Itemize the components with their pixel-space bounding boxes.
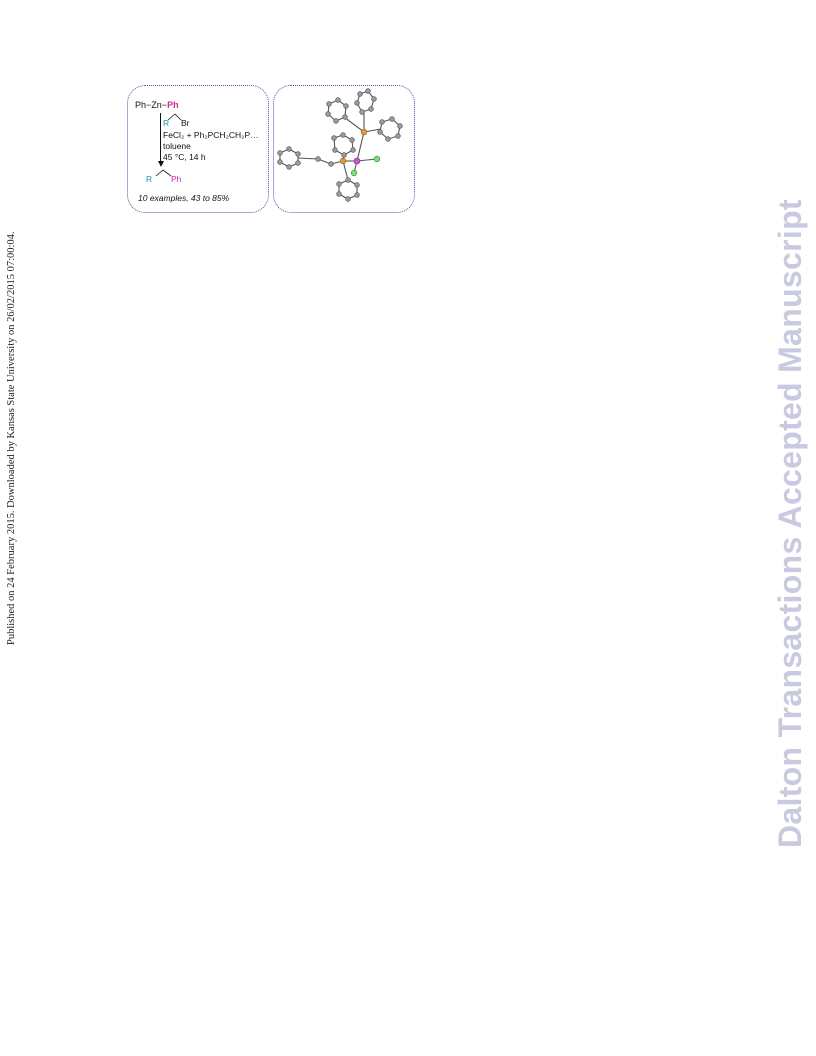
product-r-label: R [146, 174, 153, 184]
crystal-structure-panel [273, 85, 415, 213]
bond-right: − [161, 100, 168, 110]
ortep-structure-drawing [274, 86, 413, 211]
bond-left: − [146, 100, 152, 110]
product-ph-label: Ph [171, 174, 182, 184]
temperature-time-line: 45 °C, 14 h [163, 152, 206, 162]
zinc-label: Zn [151, 100, 162, 110]
scope-summary: 10 examples, 43 to 85% [138, 193, 230, 203]
diphenylzinc-formula [135, 101, 179, 110]
reaction-scheme-panel [127, 85, 269, 213]
journal-watermark-text: Dalton Transactions Accepted Manuscript [772, 199, 808, 848]
phenyl-left-label: Ph [135, 100, 147, 110]
substrate-r-label: R [163, 118, 170, 128]
catalyst-line: FeCl₂ + Ph₂PCH₂CH₂P… [163, 130, 259, 140]
phenyl-right-label: Ph [167, 100, 179, 110]
publication-stamp-text: Published on 24 February 2015. Downloaded by Kansas State University on 26/02/2015 07:00:04. [6, 231, 17, 645]
substrate-br-label: Br [181, 118, 190, 128]
solvent-line: toluene [163, 141, 191, 151]
